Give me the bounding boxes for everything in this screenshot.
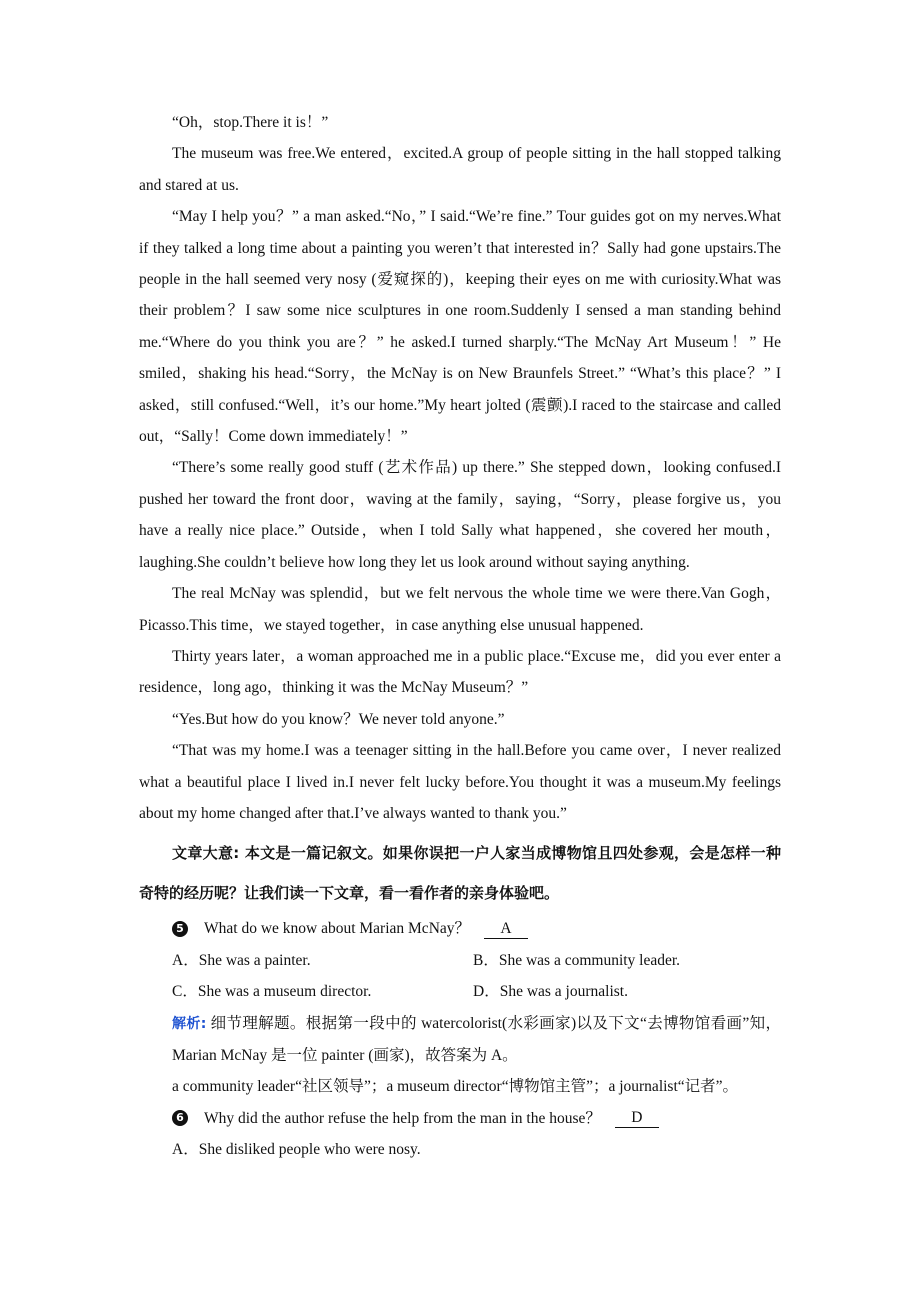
question-5 [139,913,781,944]
question-text: Why did the author refuse the help from the man in the house？ [204,1109,601,1127]
analysis-text: 细节理解题。根据第一段中的 watercolorist(水彩画家)以及下文“去博物馆看画”知，Marian McNay 是一位 painter (画家)，故答案为 A。 [172,1014,782,1064]
option-a: A．She disliked people who were nosy. [172,1141,421,1159]
answer-blank: D [615,1109,659,1128]
story-paragraph: “May I help you？” a man asked.“No，” I said.“We’re fine.” Tour guides got on my nerves.What if they talked a long time about a painting you weren’t that interested in？Sally had gone upstairs.The people in the hall seemed very nosy (爱窥探的)，keeping their eyes on me with curiosity.What was their problem？I saw some nice sculptures in one room.Suddenly I sensed a man standing behind me.“Where do you think you are？” he asked.I turned sharply.“The McNay Art Museum！” He smiled，shaking his head.“Sorry，the McNay is on New Braunfels Street.” “What’s this place？” I asked，still confused.“Well，it’s our home.”My heart jolted (震颤).I raced to the staircase and called out，“Sally！Come down immediately！” [139,208,781,446]
option-a: A．She was a painter. [172,951,311,969]
story-paragraph: The museum was free.We entered，excited.A group of people sitting in the hall stopped talking and stared at us. [139,145,781,194]
story-paragraph: “That was my home.I was a teenager sitting in the hall.Before you came over，I never realized what a beautiful place I lived in.I never felt lucky before.You thought it was a museum.My feelings about my home changed after that.I’ve always wanted to thank you.” [139,742,781,822]
option-c: C．She was a museum director. [172,983,372,1001]
options-row [139,976,781,1007]
options-row [139,945,781,976]
options-row [139,1134,781,1165]
analysis-note: a community leader“社区领导”；a museum director“博物馆主管”；a journalist“记者”。 [172,1078,739,1096]
option-d: D．She was a journalist. [473,983,628,1001]
story-paragraph: The real McNay was splendid，but we felt nervous the whole time we were there.Van Gogh，Picasso.This time，we stayed together，in case anything else unusual happened. [139,585,781,634]
question-6 [139,1103,781,1134]
option-b: B．She was a community leader. [473,951,681,969]
question-number-badge: 6 [172,1110,188,1126]
analysis-label: 解析: [172,1015,207,1032]
analysis [139,1008,781,1072]
article-summary: 文章大意: 本文是一篇记叙文。如果你误把一户人家当成博物馆且四处参观，会是怎样一种奇特的经历呢？让我们读一下文章，看一看作者的亲身体验吧。 [139,844,781,903]
question-text: What do we know about Marian McNay？ [204,920,471,938]
story-paragraph: “Oh，stop.There it is！” [172,114,329,131]
story-paragraph: “Yes.But how do you know？We never told anyone.” [172,710,505,728]
question-number-badge: 5 [172,921,188,937]
story-paragraph: Thirty years later，a woman approached me in a public place.“Excuse me，did you ever enter a residence，long ago，thinking it was the McNay Museum？” [139,647,781,697]
answer-blank: A [484,920,528,939]
document-body [139,107,781,1166]
story-paragraph: “There’s some really good stuff (艺术作品) up there.” She stepped down，looking confused.I pushed her toward the front door，waving at the family，saying，“Sorry，please forgive us，you have a really nice place.” Outside，when I told Sally what happened，she covered her mouth，laughing.She couldn’t believe how long they let us look around without saying anything. [139,459,781,571]
